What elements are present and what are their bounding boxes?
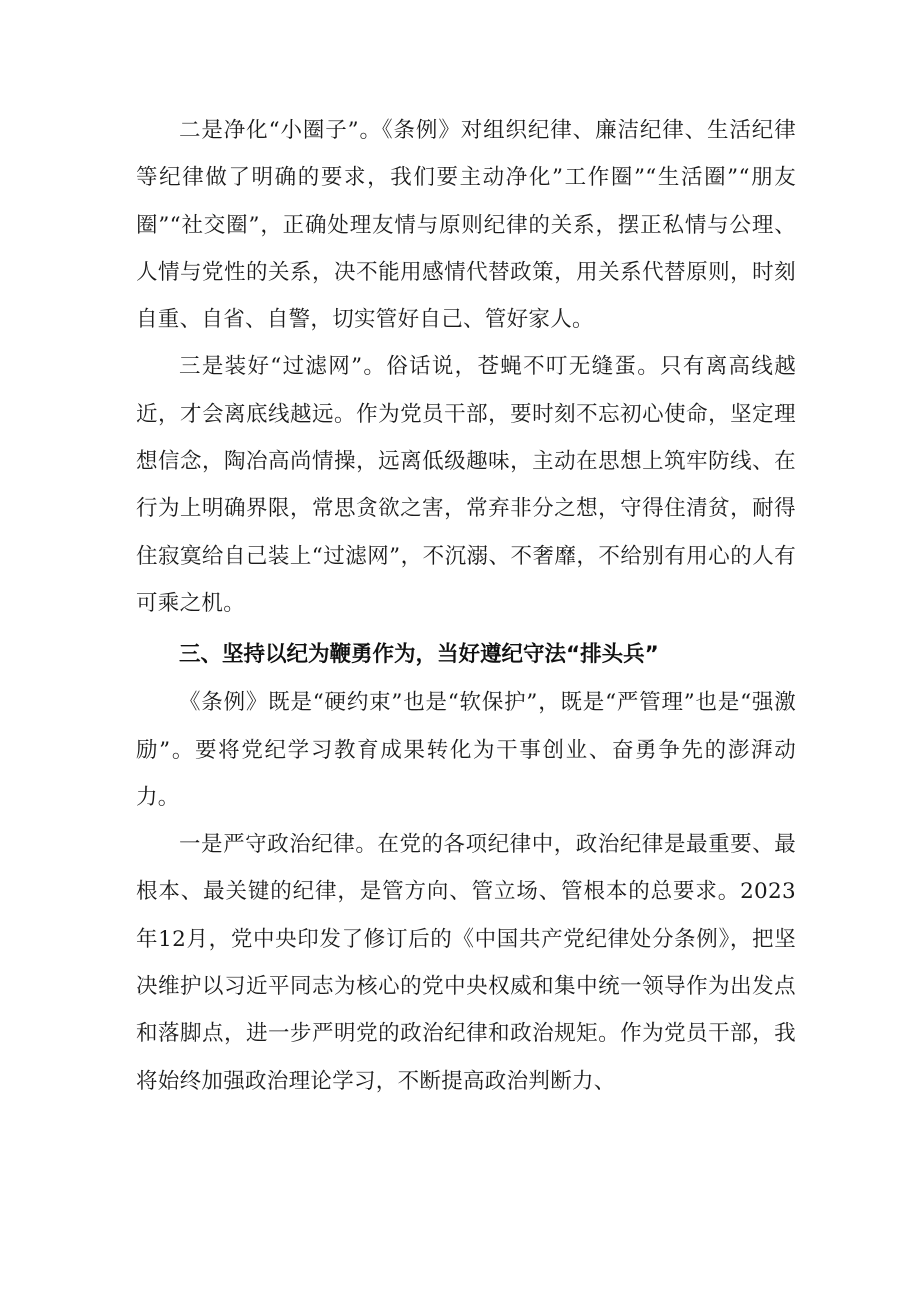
document-body xyxy=(136,107,796,1105)
paragraph-political-discipline: 一是严守政治纪律。在党的各项纪律中，政治纪律是最重要、最根本、最关键的纪律，是管方向、管立场、管根本的总要求。2023年12月，党中央印发了修订后的《中国共产党纪律处分条例》，把坚决维护以习近平同志为核心的党中央权威和集中统一领导作为出发点和落脚点，进一步严明党的政治纪律和政治规矩。作为党员干部，我将始终加强政治理论学习，不断提高政治判断力、 xyxy=(136,832,796,1094)
paragraph-purify-small-circle: 二是净化“小圈子”。《条例》对组织纪律、廉洁纪律、生活纪律等纪律做了明确的要求，我们要主动净化”工作圈”“生活圈”“朋友圈”“社交圈”，正确处理友情与原则纪律的关系，摆正私情与公理、人情与党性的关系，决不能用感情代替政策，用关系代替原则，时刻自重、自省、自警，切实管好自己、管好家人。 xyxy=(136,118,796,333)
paragraph-regulations-intro: 《条例》既是“硬约束”也是“软保护”，既是“严管理”也是“强激励”。要将党纪学习教育成果转化为干事创业、奋勇争先的澎湃动力。 xyxy=(136,690,796,810)
section-heading: 三、坚持以纪为鞭勇作为，当好遵纪守法“排头兵” xyxy=(179,642,659,668)
paragraph-filter-net: 三是装好“过滤网”。俗话说，苍蝇不叮无缝蛋。只有离高线越近，才会离底线越远。作为党员干部，要时刻不忘初心使命，坚定理想信念，陶冶高尚情操，远离低级趣味，主动在思想上筑牢防线、在行为上明确界限，常思贪欲之害，常弃非分之想，守得住清贫，耐得住寂寞给自己装上“过滤网”，不沉溺、不奢靡，不给别有用心的人有可乘之机。 xyxy=(136,354,796,616)
